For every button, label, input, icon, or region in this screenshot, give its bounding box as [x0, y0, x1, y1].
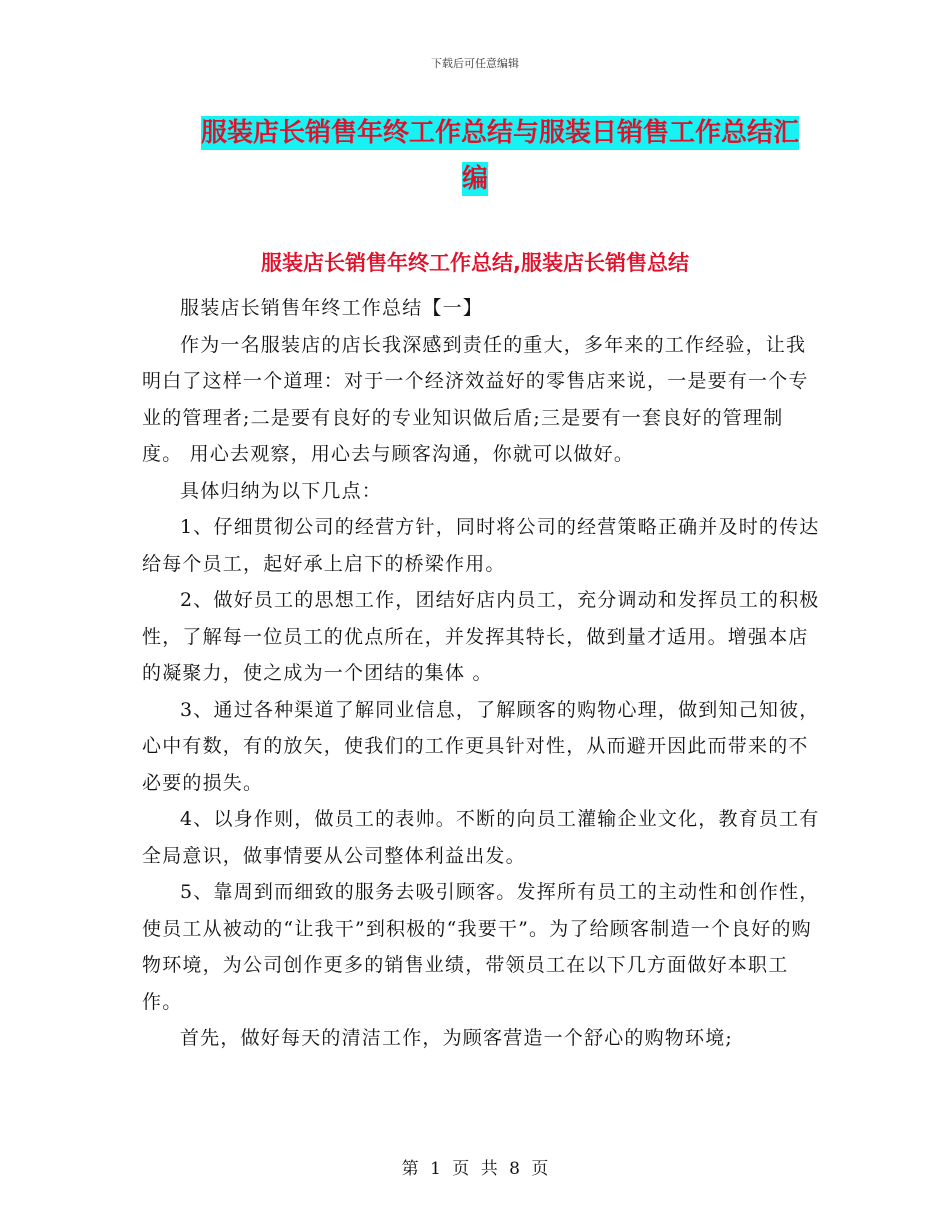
document-title-line1: 服装店长销售年终工作总结与服装日销售工作总结汇 [200, 118, 799, 148]
document-title-line2: 编 [461, 164, 488, 194]
paragraph: 5、靠周到而细致的服务去吸引顾客。发挥所有员工的主动性和创作性，使员工从被动的“让我干”到积极的“我要干”。为了给顾客制造一个良好的购物环境，为公司创作更多的销售业绩，带领员工在以下几方面做好本职工作。 [142, 881, 820, 1013]
page-footer: 第 1 页 共 8 页 [401, 1159, 549, 1179]
header-note: 下载后可任意编辑 [431, 57, 519, 70]
document-body [142, 290, 822, 1057]
document-title [0, 110, 950, 202]
paragraph: 3、通过各种渠道了解同业信息，了解顾客的购物心理，做到知己知彼，心中有数，有的放矢，使我们的工作更具针对性，从而避开因此而带来的不必要的损失。 [142, 698, 820, 794]
paragraph: 具体归纳为以下几点： [180, 479, 383, 502]
section-heading: 服装店长销售年终工作总结【一】 [180, 297, 484, 319]
paragraph: 4、以身作则，做员工的表帅。不断的向员工灌输企业文化，教育员工有全局意识，做事情要从公司整体利益出发。 [142, 808, 820, 867]
paragraph: 2、做好员工的思想工作，团结好店内员工，充分调动和发挥员工的积极性，了解每一位员工的优点所在，并发挥其特长，做到量才适用。增强本店的凝聚力，使之成为一个团结的集体 。 [142, 589, 820, 684]
document-subtitle: 服装店长销售年终工作总结,服装店长销售总结 [261, 251, 689, 275]
paragraph: 作为一名服装店的店长我深感到责任的重大，多年来的工作经验，让我明白了这样一个道理：对于一个经济效益好的零售店来说，一是要有一个专业的管理者;二是要有良好的专业知识做后盾;三是要有一套良好的管理制度。 用心去观察，用心去与顾客沟通，你就可以做好。 [142, 333, 809, 465]
paragraph: 首先，做好每天的清洁工作，为顾客营造一个舒心的购物环境; [180, 1027, 734, 1049]
paragraph: 1、仔细贯彻公司的经营方针，同时将公司的经营策略正确并及时的传达给每个员工，起好承上启下的桥梁作用。 [142, 516, 820, 575]
